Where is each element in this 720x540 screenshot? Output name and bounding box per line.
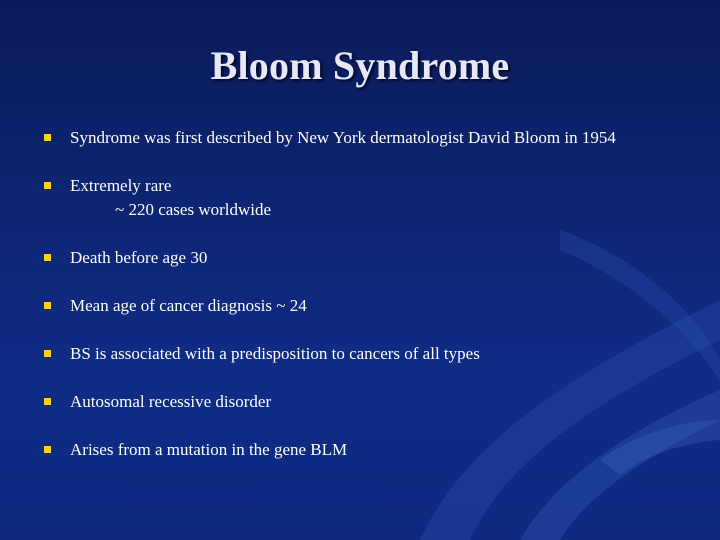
- square-bullet-icon: [44, 254, 51, 261]
- square-bullet-icon: [44, 182, 51, 189]
- bullet-item: [44, 344, 674, 363]
- bullet-item: [44, 296, 674, 315]
- square-bullet-icon: [44, 302, 51, 309]
- bullet-item: [44, 392, 674, 411]
- bullet-text: Death before age 30: [70, 248, 208, 267]
- bullet-list: [44, 128, 674, 459]
- square-bullet-icon: [44, 446, 51, 453]
- sub-bullet-text: ~ 220 cases worldwide: [115, 200, 272, 219]
- bullet-item: [44, 248, 674, 267]
- square-bullet-icon: [44, 398, 51, 405]
- square-bullet-icon: [44, 350, 51, 357]
- bullet-text: Arises from a mutation in the gene BLM: [70, 440, 348, 459]
- slide-title: Bloom Syndrome: [210, 43, 510, 88]
- bullet-text: Extremely rare: [70, 176, 172, 195]
- bullet-item: [44, 128, 674, 147]
- bullet-text: Autosomal recessive disorder: [70, 392, 272, 411]
- bullet-text: Syndrome was first described by New York dermatologist David Bloom in 1954: [70, 128, 616, 147]
- bullet-text: BS is associated with a predisposition to cancers of all types: [70, 344, 480, 363]
- square-bullet-icon: [44, 134, 51, 141]
- bullet-item: [44, 176, 674, 219]
- bullet-text: Mean age of cancer diagnosis ~ 24: [70, 296, 307, 315]
- bullet-item: [44, 440, 674, 459]
